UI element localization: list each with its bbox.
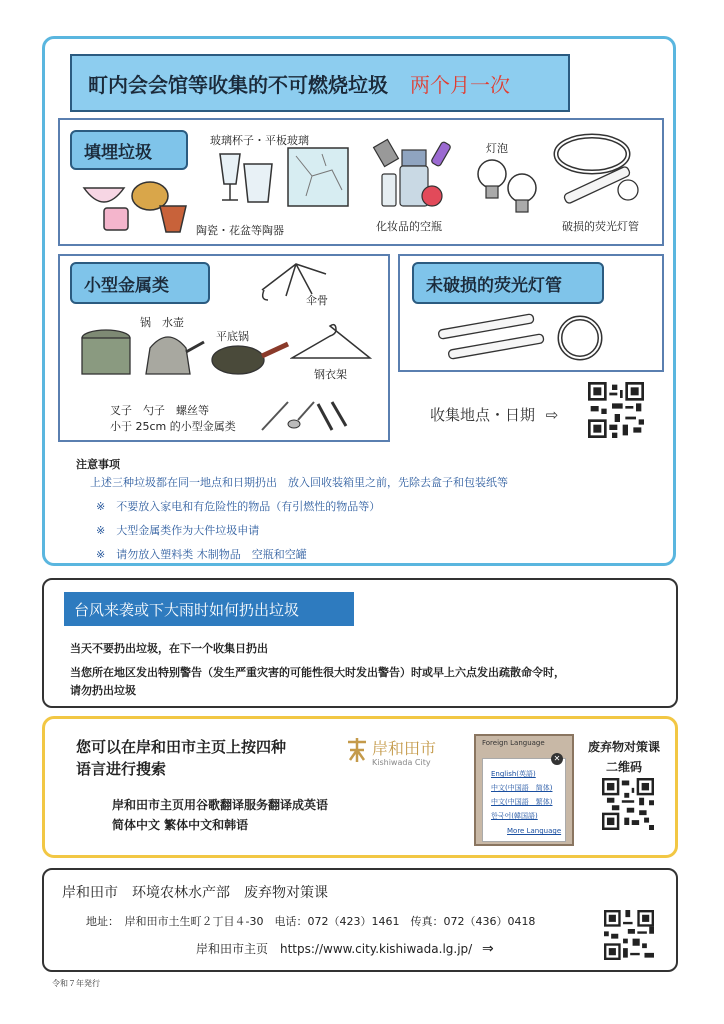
- qr-title-1: 废弃物对策课: [588, 740, 661, 754]
- more-language-link[interactable]: More Language: [507, 827, 562, 835]
- language-heading-2: 语言进行搜索: [76, 760, 167, 778]
- plate-glass-illustration: [286, 146, 350, 208]
- lang-panel-title: Foreign Language: [482, 739, 545, 747]
- glass-label: 玻璃杯子・平板玻璃: [210, 134, 309, 147]
- hanger-illustration: [290, 320, 372, 366]
- bulb-label: 灯泡: [486, 142, 508, 155]
- typhoon-line-2: 当您所在地区发出特别警告（发生严重灾害的可能性很大时发出警告）时或早上六点发出疏散命令时，: [70, 666, 565, 679]
- pot-label: 锅 水壶: [140, 316, 184, 329]
- collection-point-label: [430, 404, 558, 425]
- collection-frequency: 两个月一次: [410, 72, 510, 97]
- unbroken-tube-tag: 未破损的荧光灯管: [412, 262, 604, 304]
- collection-point-text: 收集地点・日期: [430, 406, 536, 424]
- foreign-language-panel: [474, 734, 574, 846]
- lang-item-traditional[interactable]: 中文(中国語 繁体): [491, 798, 553, 806]
- department-name: 岸和田市 环境农林水产部 废弃物对策课: [62, 885, 328, 901]
- glass-cup-illustration: [216, 150, 276, 206]
- lang-panel-inner: [482, 754, 566, 842]
- section-title: 町内会会馆等收集的不可燃烧垃圾: [88, 72, 388, 97]
- small-metal-tag: 小型金属类: [70, 262, 210, 304]
- cutlery-screws-illustration: [258, 396, 350, 436]
- section-title-banner: [70, 54, 570, 112]
- arrow-right-icon: ⇨: [545, 406, 559, 424]
- pottery-label: 陶瓷・花盆等陶器: [196, 224, 284, 237]
- umbrella-label: 伞骨: [306, 294, 328, 307]
- logo-text: 岸和田市: [372, 739, 437, 758]
- qr-title-2: 二维码: [606, 760, 643, 774]
- kishiwada-logo-icon: [344, 736, 370, 764]
- fluorescent-tube-illustration: [434, 310, 604, 366]
- broken-tube-illustration: [552, 132, 648, 212]
- lang-item-english[interactable]: English(英語): [491, 770, 536, 778]
- note-item-3: ※ 大型金属类作为大件垃圾申请: [96, 524, 260, 537]
- homepage-line: [196, 940, 494, 957]
- note-item-4: ※ 请勿放入塑料类 木制物品 空瓶和空罐: [96, 548, 307, 561]
- pottery-illustration: [80, 176, 200, 236]
- arrow-right-icon: ⇒: [482, 941, 494, 957]
- collection-qr-code[interactable]: [588, 382, 644, 438]
- broken-tube-label: 破损的荧光灯管: [562, 220, 639, 233]
- cosmetic-bottle-illustration: [372, 136, 458, 216]
- contact-address: 地址： 岸和田市土生町２丁目４-30 电话：072（423）1461 传真：072（436）0418: [86, 915, 536, 928]
- language-desc-2: 简体中文 繁体中文和韩语: [112, 818, 249, 832]
- logo-subtext: Kishiwada City: [372, 758, 431, 767]
- note-item-2: ※ 不要放入家电和有危险性的物品（有引燃性的物品等）: [96, 500, 381, 513]
- waste-dept-qr-code[interactable]: [602, 778, 654, 830]
- typhoon-title: 台风来袭或下大雨时如何扔出垃圾: [64, 592, 354, 626]
- close-icon[interactable]: ✕: [551, 753, 563, 765]
- typhoon-line-1: 当天不要扔出垃圾，在下一个收集日扔出: [70, 642, 268, 655]
- pot-kettle-illustration: [78, 318, 208, 382]
- cutlery-label-2: 小于 25cm 的小型金属类: [110, 420, 236, 433]
- pan-label: 平底锅: [216, 330, 249, 343]
- notes-title: 注意事项: [76, 458, 120, 471]
- homepage-text[interactable]: 岸和田市主页 https://www.city.kishiwada.lg.jp/: [196, 942, 473, 956]
- language-heading-1: 您可以在岸和田市主页上按四种: [76, 738, 287, 756]
- issue-footer: 令和７年発行: [52, 979, 100, 988]
- lang-item-simplified[interactable]: 中文(中国語 简体): [491, 784, 553, 792]
- homepage-qr-code[interactable]: [604, 910, 654, 960]
- landfill-tag: 填埋垃圾: [70, 130, 188, 170]
- note-item-1: 上述三种垃圾都在同一地点和日期扔出 放入回收装箱里之前，先除去盒子和包装纸等: [90, 476, 508, 489]
- hanger-label: 钢衣架: [314, 368, 347, 381]
- language-desc-1: 岸和田市主页用谷歌翻译服务翻译成英语: [112, 798, 329, 812]
- cosmetic-label: 化妆品的空瓶: [376, 220, 442, 233]
- frying-pan-illustration: [210, 338, 290, 378]
- lang-item-korean[interactable]: 한국어(韓国語): [491, 812, 538, 820]
- typhoon-line-3: 请勿扔出垃圾: [70, 684, 136, 697]
- light-bulb-illustration: [474, 156, 544, 220]
- cutlery-label-1: 叉子 勺子 螺丝等: [110, 404, 209, 417]
